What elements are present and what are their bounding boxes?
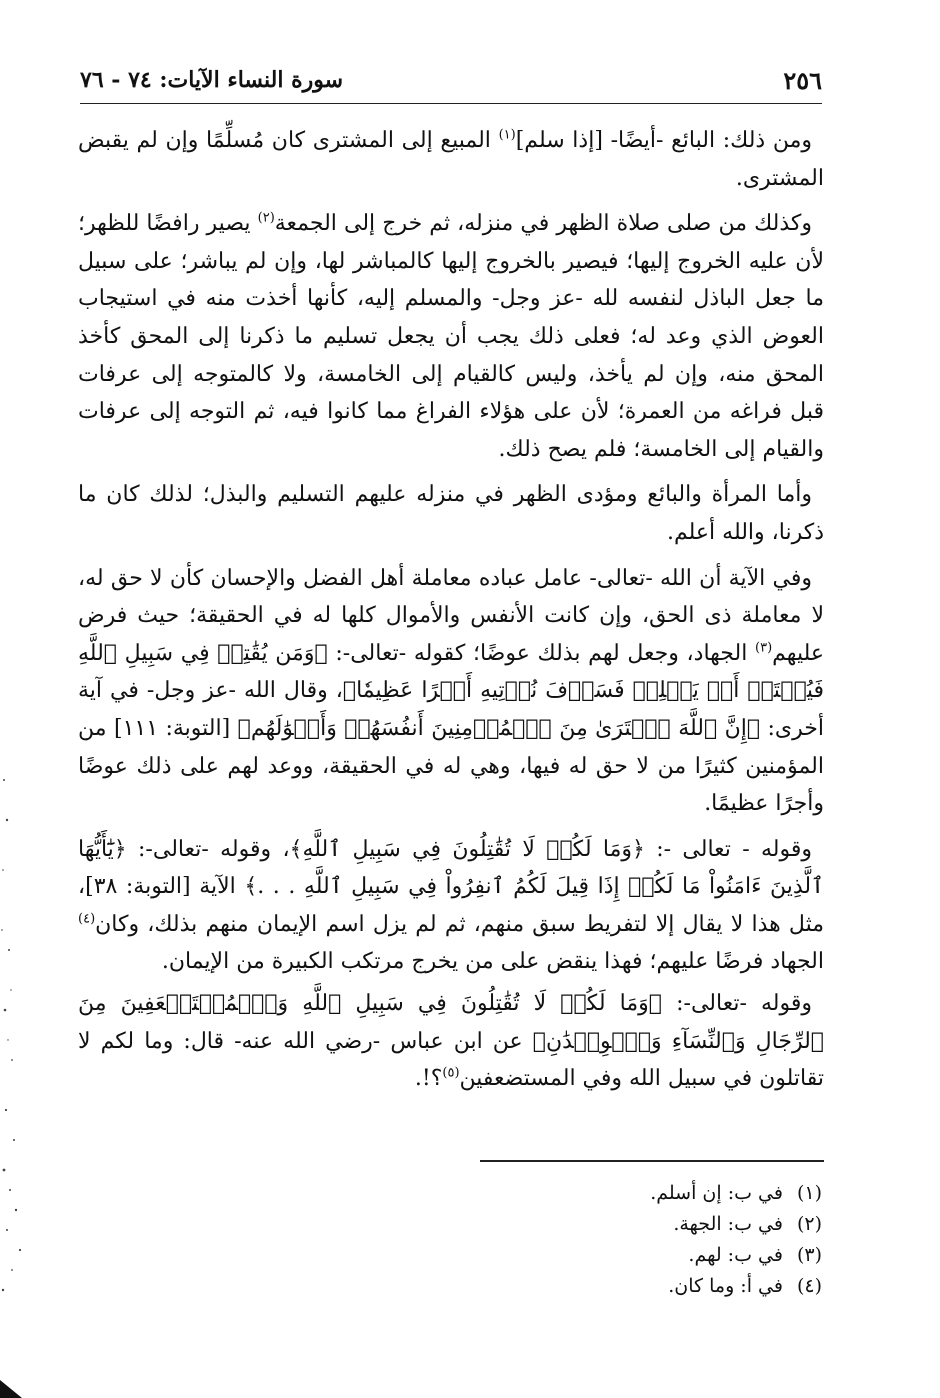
paragraph-4: وفي الآية أن الله -تعالى- عامل عباده معاملة أهل الفضل والإحسان كأن لا حق له، لا معاملة ذى الحق، وإن كانت الأنفس والأموال كلها له في الحقيقة؛ حيث فرض عليهم$^{(٣)}$ الجهاد، وجعل لهم بذلك عوضًا؛ كقوله -تعالى-: ﴿وَمَن يُقَٰتِلۡ فِي سَبِيلِ ٱللَّهِ فَيُقۡتَلۡ أَوۡ يَغۡلِبۡ فَسَوۡفَ نُؤۡتِيهِ أَجۡرًا عَظِيمٗا﴾، وقال الله -عز وجل- في آية أخرى: ﴿إِنَّ ٱللَّهَ ٱشۡتَرَىٰ مِنَ ٱلۡمُؤۡمِنِينَ أَنفُسَهُمۡ وَأَمۡوَٰلَهُم﴾ [التوبة: ١١١] من المؤمنين كثيرًا من لا حق له فيها، وهي له في الحقيقة، ووعد لهم على ذلك عوضًا وأجرًا عظيمًا.	[78, 565, 825, 817]
footnote-item: (٣) في ب: لهم.	[688, 1244, 822, 1266]
footnote-ref-4: (٤)	[78, 911, 96, 927]
footnotes-list	[422, 1178, 822, 1302]
page-body	[78, 122, 824, 1102]
footnote-divider	[480, 1160, 824, 1162]
running-title: سورة النساء الآيات: ٧٤ - ٧٦	[80, 67, 344, 93]
page-header	[80, 60, 822, 100]
paragraph-6: وقوله -تعالى-: ﴿وَمَا لَكُمۡ لَا تُقَٰتِلُونَ فِي سَبِيلِ ٱللَّهِ وَٱلۡمُسۡتَضۡعَفِينَ مِنَ ٱلرِّجَالِ وَٱلنِّسَآءِ وَٱلۡوِلۡدَٰنِ﴾ عن ابن عباس -رضي الله عنه- قال: وما لكم لا تقاتلون في سبيل الله وفي المستضعفين$^{(٥)}$؟!.	[78, 991, 824, 1092]
paragraph-2: وكذلك من صلى صلاة الظهر في منزله، ثم خرج إلى الجمعة$^{(٢)}$ يصير رافضًا للظهر؛ لأن عليه الخروج إليها؛ فيصير بالخروج إليها كالمباشر لها، وإن لم يباشر؛ على سبيل ما جعل الباذل لنفسه لله -عز وجل- والمسلم إليه، كأنها أخذت منه في استيجاب العوض الذي وعد له؛ فعلى ذلك يجب أن يجعل تسليم ما ذكرنا إلى المحق كأخذ المحق منه، وإن لم يأخذ، وليس كالقيام إلى الخامسة، ولا كالمتوجه إلى عرفات قبل فراغه من العمرة؛ لأن على هؤلاء الفراغ مما كانوا فيه، ثم التوجه إلى عرفات والقيام إلى الخامسة؛ فلم يصح ذلك.	[78, 210, 824, 462]
paragraph-3: وأما المرأة والبائع ومؤدى الظهر في منزله عليهم التسليم والبذل؛ لذلك كان ما ذكرنا، والله أعلم.	[78, 482, 824, 545]
footnote-ref-1: (١)	[498, 127, 516, 143]
page-number: ٢٥٦	[783, 65, 822, 95]
footnote-item: (٤) في أ: وما كان.	[668, 1275, 822, 1297]
header-rule	[80, 103, 822, 104]
paragraph-1: ومن ذلك: البائع -أيضًا- [إذا سلم]$^{(١)}$ المبيع إلى المشترى كان مُسلِّمًا وإن لم يقبض المشترى.	[78, 127, 824, 191]
footnote-item: (١) في ب: إن أسلم.	[650, 1182, 822, 1204]
scan-corner-shadow	[0, 1380, 22, 1398]
footnote-ref-3: (٣)	[755, 640, 773, 656]
footnote-ref-5: (٥)	[442, 1065, 460, 1081]
scan-edge-noise	[0, 0, 26, 1398]
footnote-item: (٢) في ب: الجهة.	[673, 1213, 822, 1235]
footnote-ref-2: (٢)	[257, 210, 275, 226]
paragraph-5: وقوله - تعالى -: ﴿وَمَا لَكُمۡ لَا تُقَٰتِلُونَ فِي سَبِيلِ ٱللَّهِ﴾، وقوله -تعالى-: ﴿يَٰٓأَيُّهَا ٱلَّذِينَ ءَامَنُواْ مَا لَكُمۡ إِذَا قِيلَ لَكُمُ ٱنفِرُواْ فِي سَبِيلِ ٱللَّهِ . . .﴾ الآية [التوبة: ٣٨]، مثل هذا لا يقال إلا لتفريط سبق منهم، ثم لم يزل اسم الإيمان منهم بذلك، وكان$^{(٤)}$ الجهاد فرضًا عليهم؛ فهذا ينقض على من يخرج مرتكب الكبيرة من الإيمان.	[78, 836, 824, 975]
